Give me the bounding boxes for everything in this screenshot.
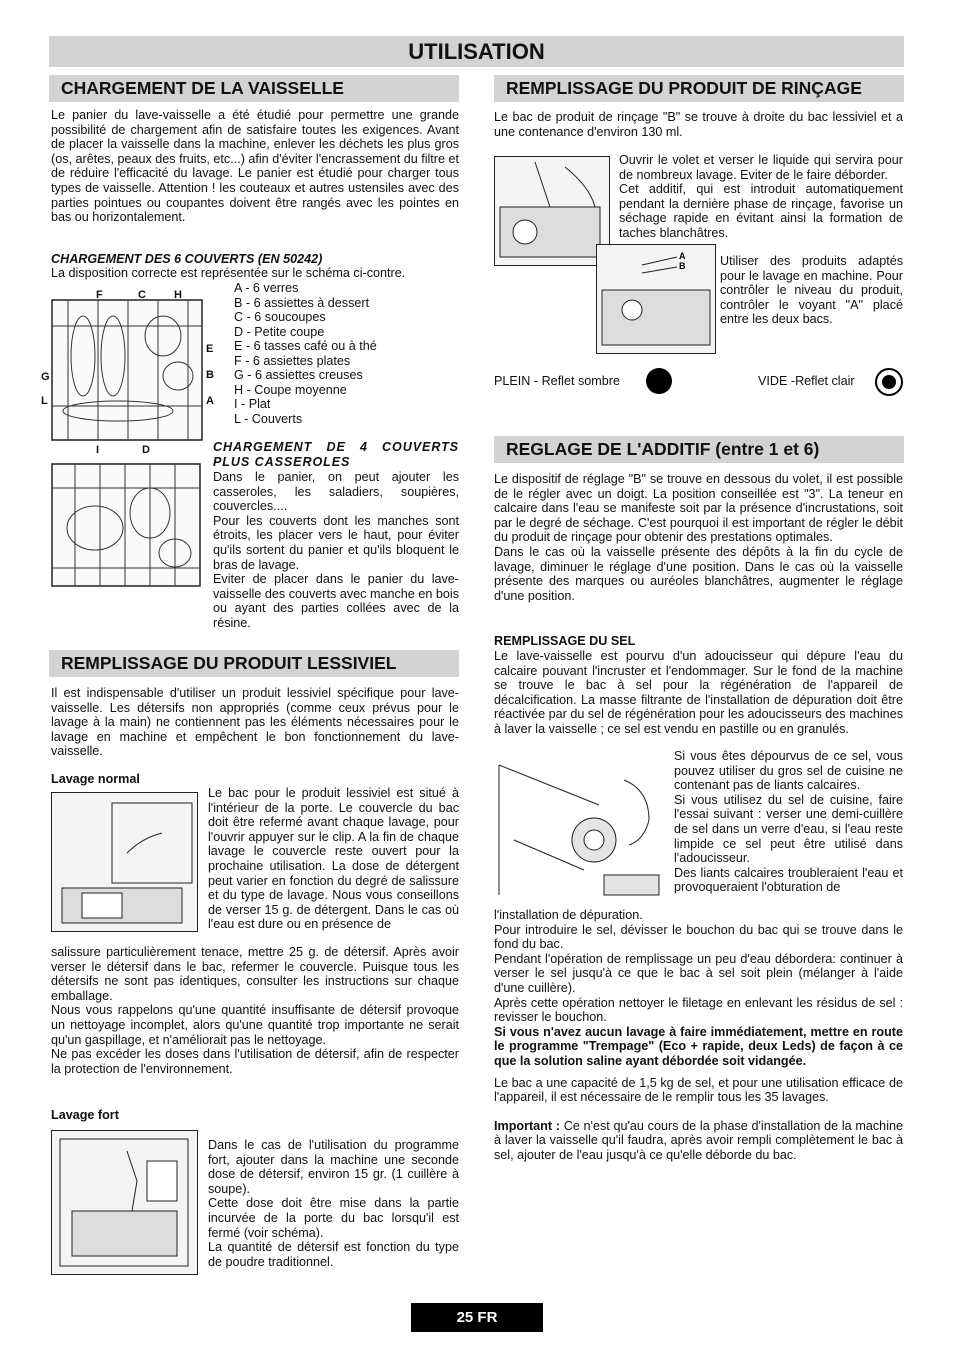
lavage-fort-figure bbox=[51, 1130, 198, 1275]
section-heading-reglage: REGLAGE DE L'ADDITIF (entre 1 et 6) bbox=[494, 436, 904, 463]
normal-paragraph: salissure particulièrement tenace, mettre 25 g. de détersif. Après avoir verser le détersif dans le bac, refermer le couvercle. Puisque tous les détersifs ne sont pas identiques, consulter les instructions sur chaque emballage. bbox=[51, 945, 459, 1003]
sub4-paragraph: Dans le panier, on peut ajouter les casseroles, les saladiers, soupières, couvercles.... bbox=[213, 470, 459, 514]
important-label: Important : bbox=[494, 1118, 560, 1133]
upper-basket-figure bbox=[38, 286, 218, 456]
pots-basket-figure bbox=[50, 458, 202, 590]
sub4-paragraph: Pour les couverts dont les manches sont étroits, les placer vers le haut, pour éviter qu'ils sortent du panier et qu'ils bloquent le bras de lavage. bbox=[213, 513, 459, 572]
sel-side-paragraph: Des liants calcaires troubleraient l'eau et provoqueraient l'obturation de bbox=[674, 865, 903, 895]
rinse-aid-figure-top bbox=[494, 156, 610, 266]
legend-list bbox=[234, 281, 377, 426]
rincage-intro: Le bac de produit de rinçage "B" se trouve à droite du bac lessiviel et a une contenance d'environ 130 ml. bbox=[494, 110, 903, 139]
full-indicator-icon bbox=[646, 368, 672, 394]
legend-item: I - Plat bbox=[234, 397, 271, 411]
legend-item: L - Couverts bbox=[234, 411, 303, 426]
rinse-aid-figure-bottom bbox=[596, 244, 716, 354]
fig-label-E: E bbox=[206, 343, 214, 355]
section-heading-lessiviel: REMPLISSAGE DU PRODUIT LESSIVIEL bbox=[49, 650, 459, 677]
legend-item: D - Petite coupe bbox=[234, 324, 325, 339]
lavage-normal-side: Le bac pour le produit lessiviel est situé à l'intérieur de la porte. Le couvercle du bac doit être refermé avant chaque lavage, pour l'ouvrir appuyer sur le clip. A la fin de chaque lavage le couvercle reste ouvert pour la prochaine utilisation. La dose de détergent peut varier en fonction du degré de salissure et du type de lavage. Nous vous conseillons de verser 15 g. de détergent. Dans le cas où l'eau est dure ou en présence de bbox=[208, 786, 459, 932]
reglage-paragraph: Le dispositif de réglage "B" se trouve en dessous du volet, il est possible de le régler avec un doigt. La position conseillée est "3". La teneur en calcaire dans l'eau se manifeste soit par la présence d'incrustations, soit par le degré de séchage. C'est pourquoi il est important de régler le débit du produit de rinçage pour obtenir des prestations optimales. bbox=[494, 472, 903, 545]
lessiviel-intro: Il est indispensable d'utiliser un produit lessiviel spécifique pour lave-vaisselle. Les détersifs non appropriés (comme ceux prévus pour le lavage à la main) ne contiennent pas les éléments nécessaires pour le lavage en machine et empêchent le bon fonctionnement du lave-vaisselle. bbox=[51, 686, 459, 759]
plein-label: PLEIN - Reflet sombre bbox=[494, 374, 620, 388]
sel-title: REMPLISSAGE DU SEL bbox=[494, 634, 636, 648]
sub4-text bbox=[213, 470, 459, 631]
lavage-normal-text bbox=[51, 945, 459, 1076]
legend-item: B - 6 assiettes à dessert bbox=[234, 295, 370, 310]
lavage-fort-text bbox=[208, 1138, 459, 1269]
fig-label-D: D bbox=[142, 444, 150, 456]
normal-paragraph: Ne pas excéder les doses dans l'utilisation de détersif, afin de respecter la protection de l'environnement. bbox=[51, 1047, 459, 1076]
fort-paragraph: Cette dose doit être mise dans la partie incurvée de la porte du bac lorsqu'il est fermé (voir schéma). bbox=[208, 1196, 459, 1240]
legend-item: C - 6 soucoupes bbox=[234, 310, 326, 324]
legend-item: G - 6 assiettes creuses bbox=[234, 368, 363, 382]
fort-paragraph: Dans le cas de l'utilisation du programme fort, ajouter dans la machine une seconde dose de détersif, environ 15 gr. (1 cuillère à soupe). bbox=[208, 1138, 459, 1196]
fig-label-L: L bbox=[41, 395, 48, 407]
section-heading-rincage: REMPLISSAGE DU PRODUIT DE RINÇAGE bbox=[494, 75, 904, 102]
sel-paragraph: Pour introduire le sel, dévisser le bouchon du bac qui se trouve dans le fond du bac. bbox=[494, 922, 903, 952]
reglage-text bbox=[494, 472, 903, 603]
sel-body-text bbox=[494, 908, 903, 1163]
sel-intro: Le lave-vaisselle est pourvu d'un adoucisseur qui dépure l'eau du calcaire pouvant l'incruster et l'endommager. Sur le fond de la machine se trouve le bac à sel pour la régénération de l'appareil de décalcification. La masse filtrante de l'installation de dépuration doit être réactivée par du sel de régénération pour les adoucisseurs des machines à laver la vaisselle ; ce sel est vendu en pastille ou en granulés. bbox=[494, 649, 903, 736]
legend-item: H - Coupe moyenne bbox=[234, 382, 347, 397]
rincage-paragraph: Ouvrir le volet et verser le liquide qui servira pour de nombreux lavage. Eviter de le faire déborder. bbox=[619, 153, 903, 182]
page-number: 25 FR bbox=[411, 1303, 543, 1332]
important-text: Ce n'est qu'au cours de la phase d'installation de la machine à laver la vaisselle qu'il faudra, après avoir rempli complètement le bac à sel, ajouter de l'eau jusqu'à ce qu'elle déborde du bac. bbox=[494, 1118, 903, 1162]
sel-paragraph: l'installation de dépuration. bbox=[494, 908, 643, 922]
rincage-side-text bbox=[619, 153, 903, 241]
empty-indicator-icon bbox=[875, 368, 903, 396]
fig-label-B: B bbox=[679, 261, 686, 271]
subheading-6-couverts: CHARGEMENT DES 6 COUVERTS (EN 50242) bbox=[51, 252, 323, 266]
lavage-normal-title: Lavage normal bbox=[51, 772, 140, 786]
important-paragraph bbox=[494, 1119, 903, 1163]
legend-item: F - 6 assiettes plates bbox=[234, 353, 351, 368]
fig-label-B: B bbox=[206, 369, 214, 381]
salt-container-figure bbox=[494, 760, 662, 898]
sel-side-paragraph: Si vous êtes dépourvus de ce sel, vous pouvez utiliser du gros sel de cuisine ne contenant pas de liants calcaires. bbox=[674, 749, 903, 793]
detergent-dispenser-figure bbox=[51, 792, 198, 932]
vide-label: VIDE -Reflet clair bbox=[758, 374, 855, 388]
sub4-paragraph: Eviter de placer dans le panier du lave-vaisselle des couverts avec manche en bois ou ayant des parties collées avec de la résine. bbox=[213, 572, 459, 630]
subheading-4-couverts: CHARGEMENT DE 4 COUVERTS PLUS CASSEROLES bbox=[213, 440, 459, 469]
fig-label-H: H bbox=[174, 289, 182, 301]
fig-label-C: C bbox=[138, 289, 146, 301]
sel-bold-paragraph: Si vous n'avez aucun lavage à faire immédiatement, mettre en route le programme "Trempage" (Eco + rapide, deux Leds) de façon à ce que la solution saline ayant débordée soit vidangée. bbox=[494, 1024, 903, 1068]
legend-item: E - 6 tasses café ou à thé bbox=[234, 339, 377, 353]
fig-label-I: I bbox=[96, 444, 100, 456]
sub6-text: La disposition correcte est représentée sur le schéma ci-contre. bbox=[51, 266, 406, 280]
sel-side-text bbox=[674, 749, 903, 895]
rincage-paragraph: Cet additif, qui est introduit automatiquement pendant la dernière phase de rinçage, favorise un séchage rapide en évitant ainsi la formation de taches blanchâtres. bbox=[619, 182, 903, 240]
lavage-fort-title: Lavage fort bbox=[51, 1108, 119, 1122]
fig-label-A: A bbox=[206, 395, 214, 407]
chargement-intro: Le panier du lave-vaisselle a été étudié pour permettre une grande possibilité de chargement afin de satisfaire toutes les exigences. Avant de placer la vaisselle dans la machine, enlever les déchets les plus gros (os, arêtes, peaux des fruits, etc...) afin d'éviter l'encrassement du filtre et de réduire l'efficacité du lavage. Le panier est étudié pour charger tous types de vaisselle. Attention ! les couteaux et autres ustensiles avec des parties pointues ou coupantes doivent être rangés avec les pointes en bas ou horizontalement. bbox=[51, 108, 459, 225]
sel-paragraph: Le bac a une capacité de 1,5 kg de sel, et pour une utilisation efficace de l'appareil, il est nécessaire de le remplir tous les 35 lavages. bbox=[494, 1075, 903, 1105]
fig-label-F: F bbox=[96, 289, 103, 301]
section-heading-chargement: CHARGEMENT DE LA VAISSELLE bbox=[49, 75, 459, 102]
normal-paragraph: Nous vous rappelons qu'une quantité insuffisante de détersif provoque un nettoyage incomplet, alors qu'une quantité trop importante ne serait qu'un gaspillage, et n'améliorait pas le nettoyage. bbox=[51, 1003, 459, 1047]
rincage-side-text-2: Utiliser des produits adaptés pour le lavage en machine. Pour contrôler le niveau du produit, contrôler le voyant "A" placé entre les deux bacs. bbox=[720, 254, 903, 327]
sel-paragraph: Pendant l'opération de remplissage un peu d'eau débordera: continuer à verser le sel jusqu'à ce que le bac à sel soit plein (mélanger à l'aide d'une cuillère). bbox=[494, 951, 903, 995]
page-title: UTILISATION bbox=[49, 36, 904, 67]
fort-paragraph: La quantité de détersif est fonction du type de poudre traditionnel. bbox=[208, 1240, 459, 1269]
fig-label-A: A bbox=[679, 251, 686, 261]
reglage-paragraph: Dans le cas où la vaisselle présente des dépôts à la fin du cycle de lavage, diminuer le réglage d'une position. Dans le cas où la vaisselle présente des marques ou auréoles blanchâtres, augmenter le réglage d'une position. bbox=[494, 544, 903, 603]
legend-item: A - 6 verres bbox=[234, 281, 299, 295]
fig-label-G: G bbox=[41, 371, 50, 383]
sel-paragraph: Après cette opération nettoyer le filetage en enlevant les résidus de sel : revisser le bouchon. bbox=[494, 995, 903, 1025]
sel-side-paragraph: Si vous utilisez du sel de cuisine, faire l'essai suivant : verser une demi-cuillère de sel dans un verre d'eau, si l'eau reste limpide ce sel peut être utilisé dans l'adoucisseur. bbox=[674, 792, 903, 866]
